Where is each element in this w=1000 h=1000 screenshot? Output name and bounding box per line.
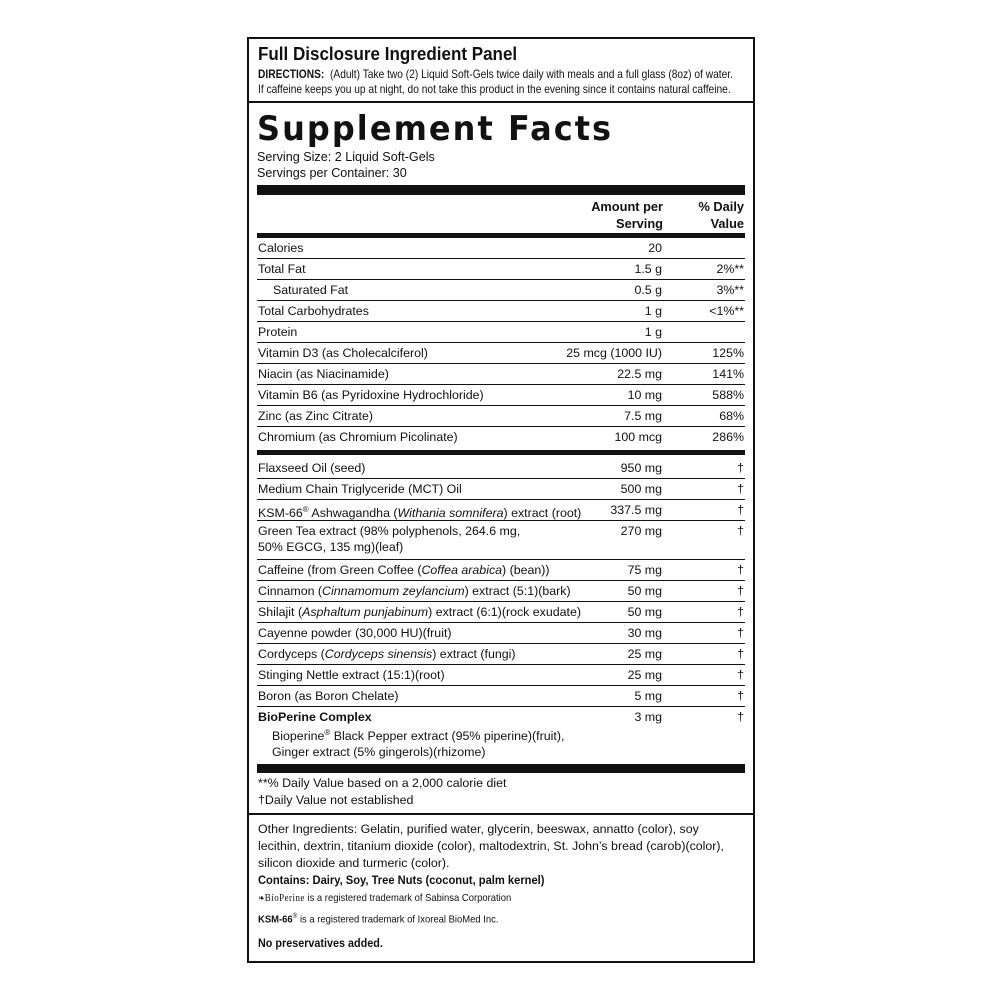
bioperine-sub-1-desc: Black Pepper extract (95% piperine)(fruit),	[330, 729, 565, 744]
ingredient-name-part: Ashwagandha (	[308, 506, 398, 521]
latin-name: Asphaltum punjabinum	[302, 605, 429, 619]
bioperine-complex-block	[257, 707, 745, 762]
ingredient-name-part: ) extract (5:1)(bark)	[464, 584, 571, 598]
ingredient-dv: †	[737, 482, 744, 496]
nutrient-dv: 286%	[712, 430, 744, 444]
ingredient-dv: †	[737, 563, 744, 577]
ingredient-name-line: 50% EGCG, 135 mg)(leaf)	[258, 540, 404, 554]
ingredient-name-part: ) extract (fungi)	[432, 647, 516, 661]
ingredient-name: Stinging Nettle extract (15:1)(root)	[258, 668, 445, 682]
nutrient-amount: 0.5 g	[634, 283, 662, 297]
nutrient-name: Protein	[258, 325, 298, 339]
nutrient-amount: 7.5 mg	[624, 409, 662, 423]
ingredient-name-part: Shilajit (	[258, 605, 303, 619]
ingredient-row	[257, 521, 745, 560]
supplement-facts	[249, 109, 753, 815]
amount-header-line-2: Serving	[616, 216, 663, 231]
registered-mark: ®	[324, 728, 331, 737]
nutrient-name: Chromium (as Chromium Picolinate)	[258, 430, 458, 444]
bioperine-logo: BioPerine	[264, 893, 305, 904]
nutrient-row	[257, 385, 745, 406]
ingredient-row	[257, 623, 745, 644]
ksm-trademark-note	[258, 908, 696, 929]
nutrient-amount: 22.5 mg	[617, 367, 662, 381]
servings-per-container: Servings per Container: 30	[257, 166, 407, 180]
bioperine-sub-1-name: Bioperine	[272, 729, 325, 744]
bioperine-amount: 3 mg	[634, 710, 662, 724]
ingredient-dv: †	[737, 461, 744, 475]
ingredient-name: Medium Chain Triglyceride (MCT) Oil	[258, 482, 462, 496]
bioperine-sub-1	[258, 725, 745, 744]
nutrient-row	[257, 259, 745, 280]
ksm-name: KSM-66	[258, 913, 293, 926]
nutrient-dv: 141%	[712, 367, 744, 381]
ingredient-row	[257, 458, 745, 479]
ingredient-name-part: Caffeine (from Green Coffee (	[258, 563, 422, 577]
ingredient-name	[257, 500, 745, 523]
nutrient-ingredient-divider	[257, 450, 745, 455]
nutrient-row	[257, 238, 745, 259]
panel-header	[249, 39, 753, 103]
latin-name: Cordyceps sinensis	[324, 647, 433, 661]
ingredient-dv: †	[737, 626, 744, 640]
other-ingredients-line: silicon dioxide and turmeric (color).	[258, 856, 450, 870]
bioperine-sub-2: Ginger extract (5% gingerols)(rhizome)	[272, 745, 486, 760]
amount-column-header	[523, 198, 663, 232]
nutrient-dv: 3%**	[716, 283, 744, 297]
directions-text-1: (Adult) Take two (2) Liquid Soft-Gels twice daily with meals and a full glass (8oz) of water.	[329, 68, 733, 81]
panel-title: Full Disclosure Ingredient Panel	[258, 43, 518, 64]
other-ingredients-section	[249, 815, 753, 952]
ingredient-row	[257, 581, 745, 602]
nutrient-row	[257, 406, 745, 427]
ingredient-dv: †	[737, 584, 744, 598]
nutrient-name: Zinc (as Zinc Citrate)	[258, 409, 373, 423]
ingredient-name-part: ) (bean))	[502, 563, 550, 577]
footnote-divider	[257, 764, 745, 773]
ingredient-dv: †	[737, 689, 744, 703]
ingredient-name-part: ) extract (root)	[503, 506, 582, 521]
ingredient-name	[257, 521, 588, 557]
latin-name: Coffea arabica	[421, 563, 503, 577]
directions-label: DIRECTIONS:	[258, 68, 325, 81]
serving-size: Serving Size: 2 Liquid Soft-Gels	[257, 150, 435, 164]
ingredient-amount: 25 mg	[627, 668, 662, 682]
ingredient-dv: †	[737, 524, 744, 538]
ingredient-amount: 30 mg	[627, 626, 662, 640]
ingredient-name-part: ) extract (6:1)(rock exudate)	[428, 605, 582, 619]
registered-mark: ®	[302, 505, 309, 514]
nutrient-row	[257, 301, 745, 322]
nutrient-row	[257, 280, 745, 301]
ksm-trademark-text: is a registered trademark of Ixoreal BioMed Inc.	[297, 913, 499, 926]
bioperine-dv: †	[737, 710, 744, 724]
ingredient-row	[257, 500, 745, 521]
nutrient-dv: 2%**	[716, 262, 744, 276]
ingredient-name: Cayenne powder (30,000 HU)(fruit)	[258, 626, 452, 640]
ingredient-dv: †	[737, 668, 744, 682]
bioperine-complex-name: BioPerine Complex	[258, 710, 372, 724]
ingredient-name: Flaxseed Oil (seed)	[258, 461, 366, 475]
nutrient-amount: 1 g	[644, 325, 662, 339]
latin-name: Withania somnifera	[397, 506, 504, 521]
other-ingredients-line: Other Ingredients: Gelatin, purified water, glycerin, beeswax, annatto (color), soy	[258, 822, 699, 836]
nutrient-name: Total Fat	[258, 262, 306, 276]
ingredient-amount: 337.5 mg	[610, 503, 662, 517]
nutrient-amount: 25 mcg (1000 IU)	[566, 346, 662, 360]
nutrient-name: Niacin (as Niacinamide)	[258, 367, 389, 381]
ingredient-row	[257, 665, 745, 686]
thick-divider	[257, 185, 745, 195]
amount-header-line-1: Amount per	[591, 199, 663, 214]
ingredient-amount: 25 mg	[627, 647, 662, 661]
ingredient-row	[257, 602, 745, 623]
ingredient-row	[257, 686, 745, 707]
bioperine-trademark-text: is a registered trademark of Sabinsa Corporation	[304, 892, 512, 904]
dv-header-line-1: % Daily	[698, 199, 744, 214]
nutrient-amount: 20	[648, 241, 662, 255]
ingredient-name	[257, 644, 745, 664]
ingredient-amount: 950 mg	[620, 461, 662, 475]
nutrient-amount: 1.5 g	[634, 262, 662, 276]
nutrient-row	[257, 364, 745, 385]
ingredient-name-line: Green Tea extract (98% polyphenols, 264.6 mg,	[258, 524, 521, 538]
nutrient-row	[257, 427, 745, 448]
no-preservatives-note: No preservatives added.	[258, 935, 383, 950]
ingredient-amount: 75 mg	[627, 563, 662, 577]
ingredient-name-part: Cordyceps (	[258, 647, 325, 661]
nutrient-name: Vitamin B6 (as Pyridoxine Hydrochloride)	[258, 388, 484, 402]
ingredient-name-part: Cinnamon (	[258, 584, 323, 598]
ingredient-name: Boron (as Boron Chelate)	[258, 689, 399, 703]
nutrient-name: Calories	[258, 241, 304, 255]
ingredient-amount: 50 mg	[627, 605, 662, 619]
nutrient-row	[257, 343, 745, 364]
registered-mark: ®	[292, 913, 298, 920]
dv-footnote: **% Daily Value based on a 2,000 calorie diet	[258, 776, 507, 790]
nutrient-dv: <1%**	[709, 304, 744, 318]
dagger-footnote: †Daily Value not established	[258, 793, 414, 807]
nutrient-dv: 68%	[719, 409, 744, 423]
dv-header-line-2: Value	[710, 216, 744, 231]
nutrient-name: Vitamin D3 (as Cholecalciferol)	[258, 346, 428, 360]
ingredient-name-part: KSM-66	[258, 506, 303, 521]
allergen-contains: Contains: Dairy, Soy, Tree Nuts (coconut, palm kernel)	[258, 873, 545, 887]
footnotes	[257, 773, 745, 813]
ingredient-amount: 270 mg	[620, 524, 662, 538]
ingredient-name	[257, 560, 745, 580]
bioperine-trademark-note	[258, 889, 696, 908]
bioperine-leaf-icon: ❧	[258, 893, 265, 903]
nutrient-name: Total Carbohydrates	[258, 304, 369, 318]
ingredient-amount: 500 mg	[620, 482, 662, 496]
ingredient-row	[257, 479, 745, 500]
dv-column-header	[674, 198, 744, 232]
nutrient-amount: 100 mcg	[614, 430, 662, 444]
nutrient-name: Saturated Fat	[273, 283, 349, 297]
supplement-facts-title: Supplement Facts	[257, 109, 614, 149]
ingredient-row	[257, 644, 745, 665]
ingredient-dv: †	[737, 647, 744, 661]
directions-line-2: If caffeine keeps you up at night, do not take this product in the evening since it contains natural caffeine.	[258, 83, 731, 96]
ingredient-row	[257, 560, 745, 581]
ingredient-dv: †	[737, 605, 744, 619]
other-ingredients-line: lecithin, dextrin, titanium dioxide (color), maltodextrin, St. John’s bread (carob)(color),	[258, 839, 724, 853]
ingredient-name	[257, 581, 745, 601]
nutrient-dv: 125%	[712, 346, 744, 360]
nutrient-dv: 588%	[712, 388, 744, 402]
column-headers	[257, 195, 745, 233]
nutrient-amount: 1 g	[644, 304, 662, 318]
bioperine-complex-row	[257, 707, 745, 762]
ingredient-amount: 50 mg	[627, 584, 662, 598]
nutrient-row	[257, 322, 745, 343]
ingredient-panel	[247, 37, 755, 963]
latin-name: Cinnamomum zeylancium	[322, 584, 465, 598]
ingredient-amount: 5 mg	[634, 689, 662, 703]
ingredient-name	[257, 602, 745, 622]
nutrient-amount: 10 mg	[627, 388, 662, 402]
ingredient-dv: †	[737, 503, 744, 517]
